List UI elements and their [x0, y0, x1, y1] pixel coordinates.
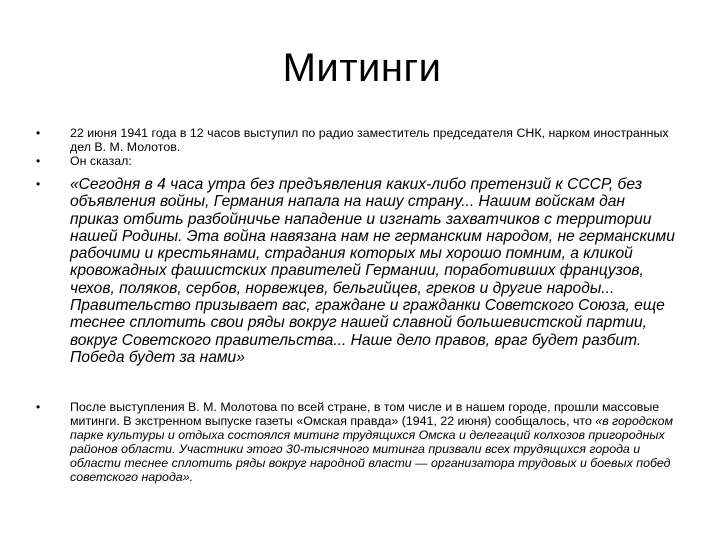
bullet-marker: • — [36, 400, 41, 415]
item-text: Он сказал: — [70, 154, 132, 168]
newspaper-quote: «в городском парке культуры и отдыха состоялся митинг трудящихся Омска и делегаций колхозов пригородных районов области. Участники этого 30-тысячного митинга призвали всех трудящихся города и области теснее сплотить ряды вокруг народной власти — организатора трудовых и боевых побед советского народа». — [70, 414, 674, 485]
slide-title: Митинги — [282, 46, 442, 90]
bullet-marker: • — [36, 177, 41, 191]
list-item — [36, 154, 678, 168]
bullet-marker: • — [36, 126, 41, 140]
list-item — [36, 400, 678, 484]
item-text: После выступления В. М. Молотова по всей стране, в том числе и в нашем городе, прошли массовые митинги. В экстренном выпуске газеты «Омская правда» (1941, 22 июня) сообщалось, что — [70, 400, 660, 429]
list-item — [36, 126, 678, 154]
item-text: 22 июня 1941 года в 12 часов выступил по радио заместитель председателя СНК, нарком иностранных дел В. М. Молотов. — [70, 126, 669, 154]
bullet-list — [36, 126, 678, 484]
bullet-marker: • — [36, 154, 41, 168]
list-item — [36, 176, 678, 366]
molotov-quote: «Сегодня в 4 часа утра без предъявления каких-либо претензий к СССР, без объявления войны, Германия напала на нашу страну... Нашим войскам дан приказ отбить разбойничье нападение и изгнать захватчиков с территории нашей Родины. Эта война навязана нам не германским народом, не германскими рабочими и крестьянами, страдания которых мы хорошо помним, а кликой кровожадных фашистских правителей Германии, поработивших французов, чехов, поляков, сербов, норвежцев, бельгийцев, греков и другие народы... Правительство призывает вас, граждане и гражданки Советского Союза, еще теснее сплотить свои ряды вокруг нашей славной большевистской партии, вокруг Советского правительства... Наше дело правов, враг будет разбит. Победа будет за нами» — [70, 176, 675, 366]
